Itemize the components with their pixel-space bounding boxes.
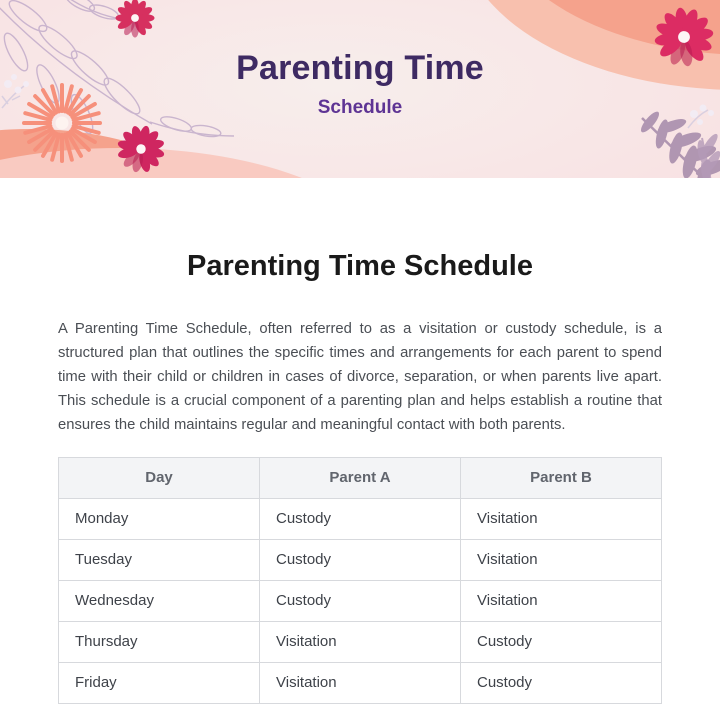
schedule-table-body — [59, 499, 662, 704]
parent-a-cell: Visitation — [260, 622, 461, 663]
parent-b-cell: Visitation — [461, 540, 662, 581]
day-cell: Monday — [59, 499, 260, 540]
parent-a-cell: Custody — [260, 540, 461, 581]
table-row — [59, 581, 662, 622]
day-cell: Wednesday — [59, 581, 260, 622]
table-row — [59, 499, 662, 540]
column-header-parent-b: Parent B — [461, 458, 662, 499]
parent-b-cell: Custody — [461, 622, 662, 663]
parent-a-cell: Visitation — [260, 663, 461, 704]
day-cell: Friday — [59, 663, 260, 704]
parent-a-cell: Custody — [260, 499, 461, 540]
parent-a-cell: Custody — [260, 581, 461, 622]
day-cell: Tuesday — [59, 540, 260, 581]
banner-subtitle: Schedule — [317, 97, 403, 118]
document-body — [0, 250, 720, 704]
table-row — [59, 663, 662, 704]
column-header-parent-a: Parent A — [260, 458, 461, 499]
banner-title: Parenting Time — [236, 49, 484, 87]
day-cell: Thursday — [59, 622, 260, 663]
intro-paragraph: A Parenting Time Schedule, often referred to as a visitation or custody schedule, is a structured plan that outlines the specific times and arrangements for each parent to spend time with their child or children in cases of divorce, separation, or when parents live apart. This schedule is a crucial component of a parenting plan and helps establish a routine that ensures the child maintains regular and meaningful contact with both parents. — [58, 321, 662, 433]
schedule-table — [58, 457, 662, 704]
banner — [0, 0, 720, 178]
table-row — [59, 622, 662, 663]
parent-b-cell: Visitation — [461, 581, 662, 622]
parent-b-cell: Custody — [461, 663, 662, 704]
table-row — [59, 540, 662, 581]
page-title: Parenting Time Schedule — [187, 250, 533, 282]
banner-text-block — [0, 0, 720, 178]
column-header-day: Day — [59, 458, 260, 499]
header-row — [59, 458, 662, 499]
parent-b-cell: Visitation — [461, 499, 662, 540]
schedule-table-header — [59, 458, 662, 499]
